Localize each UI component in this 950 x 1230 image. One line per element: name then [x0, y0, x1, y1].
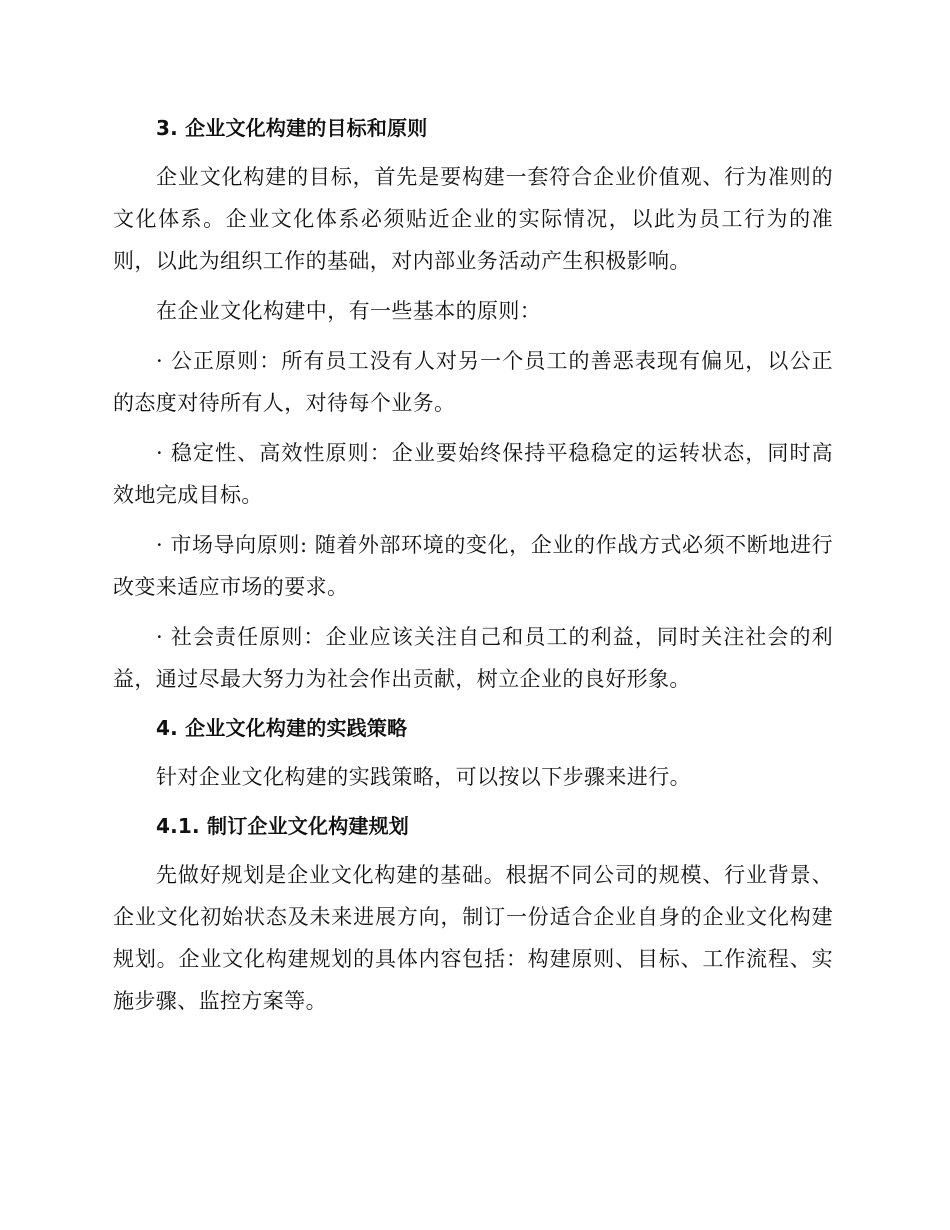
bullet-social-responsibility-principle: · 社会责任原则：企业应该关注自己和员工的利益，同时关注社会的利益，通过尽最大努力为社会作出贡献，树立企业的良好形象。 [113, 625, 833, 691]
section-3-heading: 3. 企业文化构建的目标和原则 [156, 116, 428, 140]
bullet-fairness-principle: · 公正原则：所有员工没有人对另一个员工的善恶表现有偏见，以公正的态度对待所有人，对待每个业务。 [113, 349, 833, 415]
section-3-paragraph-principles-intro: 在企业文化构建中，有一些基本的原则： [156, 299, 542, 323]
section-3-paragraph-goal: 企业文化构建的目标，首先是要构建一套符合企业价值观、行为准则的文化体系。企业文化体系必须贴近企业的实际情况，以此为员工行为的准则，以此为组织工作的基础，对内部业务活动产生积极影响。 [113, 165, 833, 273]
bullet-market-orientation-principle: · 市场导向原则: 随着外部环境的变化，企业的作战方式必须不断地进行改变来适应市场的要求。 [113, 533, 833, 599]
section-4-1-paragraph-planning: 先做好规划是企业文化构建的基础。根据不同公司的规模、行业背景、企业文化初始状态及未来进展方向，制订一份适合企业自身的企业文化构建规划。企业文化构建规划的具体内容包括：构建原则、目标、工作流程、实施步骤、监控方案等。 [113, 863, 833, 1013]
bullet-stability-efficiency-principle: · 稳定性、高效性原则：企业要始终保持平稳稳定的运转状态，同时高效地完成目标。 [113, 441, 833, 507]
document-body [113, 108, 833, 1030]
section-4-heading: 4. 企业文化构建的实践策略 [156, 716, 408, 740]
section-4-1-heading: 4.1. 制订企业文化构建规划 [156, 814, 409, 838]
section-4-paragraph-intro: 针对企业文化构建的实践策略，可以按以下步骤来进行。 [156, 765, 691, 789]
